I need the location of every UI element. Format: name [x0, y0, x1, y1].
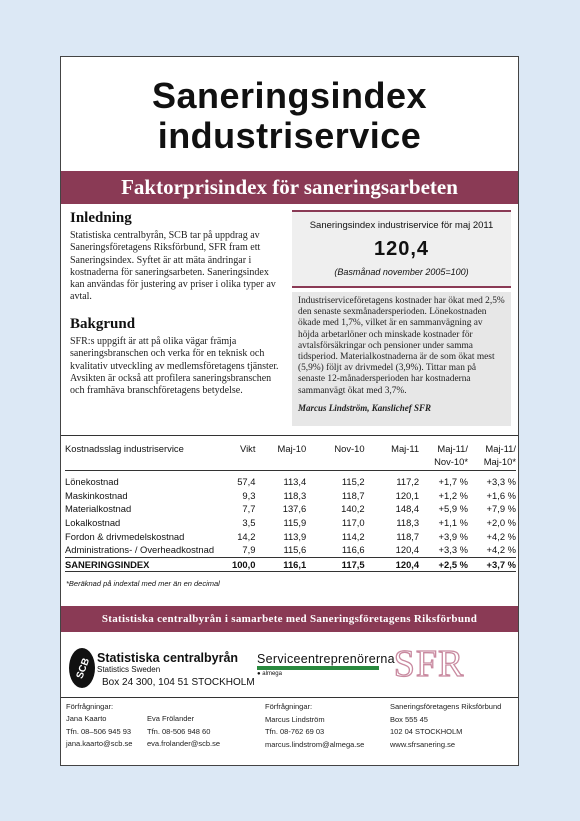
table-cell: Maskinkostnad: [65, 489, 128, 501]
table-cell: +2,0 %: [486, 517, 516, 529]
table-cell: 100,0: [231, 558, 256, 570]
table-cell: 57,4: [237, 476, 256, 488]
contact-label: Förfrågningar:: [265, 702, 313, 711]
table-cell: 140,2: [341, 503, 365, 515]
table-header: Maj-11: [365, 442, 420, 471]
table-cell: 137,6: [282, 503, 307, 515]
background-heading: Bakgrund: [70, 316, 136, 332]
table-cell: +3,9 %: [438, 530, 468, 542]
contact-box: Box 555 45: [390, 714, 428, 724]
scb-contact-1: [66, 713, 132, 751]
table-cell: 9,3: [242, 489, 256, 501]
scb-logo: [68, 647, 96, 689]
table-header: Maj-11/ Nov-10*: [419, 442, 468, 471]
table-cell: 3,5: [242, 517, 256, 529]
table-cell: +4,2 %: [486, 544, 516, 556]
table-header-row: [65, 442, 516, 471]
contact-phone: Tfn. 08-762 69 03: [265, 727, 325, 736]
footer-rule: [61, 697, 518, 698]
table-cell: Materialkostnad: [65, 503, 132, 515]
table-cell: 120,1: [395, 489, 420, 501]
table-cell: 7,7: [242, 503, 256, 515]
table-cell: +7,9 %: [486, 503, 516, 515]
background-text: SFR:s uppgift är att på olika vägar främja saneringsbranschen och verka för en teknisk och kvalitativ utveckling av medlemsföretagens tjänster. Avsikten är också att profilera saneringsbranschen och framhäva branschföretagens betydelse.: [70, 336, 279, 397]
cost-table: [65, 442, 516, 572]
intro-heading: Inledning: [70, 210, 132, 226]
table-cell: +3,3 %: [438, 544, 468, 556]
page-title-line1: Saneringsindex: [151, 75, 428, 116]
table-cell: 113,4: [283, 476, 307, 488]
almega-contact: [265, 701, 364, 751]
table-cell: Fordon & drivmedelskostnad: [65, 530, 185, 542]
contact-name: Eva Frölander: [147, 714, 195, 723]
cooperation-banner: Statistiska centralbyrån i samarbete med Saneringsföretagens Riksförbund: [61, 606, 518, 632]
table-cell: +1,6 %: [486, 489, 516, 501]
comment-signature: Marcus Lindström, Kanslichef SFR: [298, 402, 432, 413]
table-footnote: *Beräknad på indextal med mer än en decimal: [66, 579, 220, 588]
table-cell: 118,3: [283, 489, 307, 501]
contact-name: Marcus Lindström: [265, 714, 325, 724]
table-cell: 117,0: [341, 517, 365, 529]
table-cell: Administrations- / Overheadkostnad: [65, 544, 215, 556]
table-cell: 115,2: [341, 476, 365, 488]
table-cell: +1,1 %: [438, 517, 468, 529]
index-caption: Saneringsindex industriservice för maj 2011: [309, 220, 494, 231]
almega-label: ● almega: [257, 671, 282, 677]
table-header: Vikt: [232, 442, 255, 471]
table-row: [65, 489, 516, 503]
scb-contact-2: [147, 713, 220, 751]
table-cell: 116,1: [255, 557, 306, 572]
table-row: [65, 471, 516, 489]
table-row: [65, 502, 516, 516]
contact-org: Saneringsföretagens Riksförbund: [390, 702, 502, 711]
comment-box: [292, 292, 511, 426]
page-title-line2: industriservice: [157, 115, 422, 156]
table-header: Maj-10: [255, 442, 306, 471]
banner: Faktorprisindex för saneringsarbeten: [61, 171, 518, 204]
contact-email[interactable]: eva.frolander@scb.se: [147, 739, 221, 748]
table-cell: Lönekostnad: [65, 476, 119, 488]
table-header: Kostnadsslag industriservice: [65, 442, 232, 471]
table-cell: 113,9: [283, 530, 307, 542]
table-cell: 118,7: [341, 489, 365, 501]
table-total-row: [65, 557, 516, 572]
scb-name: Statistiska centralbyrån: [97, 651, 239, 665]
table-cell: 148,4: [395, 503, 420, 515]
contact-phone: Tfn. 08–506 945 93: [66, 726, 132, 736]
table-row: [65, 543, 516, 557]
table-top-rule: [61, 435, 518, 436]
contact-name: Jana Kaarto: [66, 714, 107, 723]
index-value: 120,4: [373, 238, 430, 260]
scb-address: Box 24 300, 104 51 STOCKHOLM: [102, 677, 255, 688]
sfr-logo-mark: SFR: [393, 643, 465, 683]
table-cell: 117,5: [306, 557, 364, 572]
table-cell: +5,9 %: [438, 503, 468, 515]
intro-text: Statistiska centralbyrån, SCB tar på uppdrag av Saneringsföretagens Riksförbund, SFR fram ett Saneringsindex. Syftet är att mäta ändringar i kostnaderna för saneringsarbeten. Saneringsindex kan användas för justering av priser i olika typer av avtal.: [70, 230, 276, 303]
comment-text: Industriserviceföretagens kostnader har ökat med 2,5% den senaste sexmånadersperioden. Lönekostnaden ökade med 1,7%, vilket är en sammanvägning av höjda arbetarlöner och minskade kostnader för avtalsförsäkringar och pensioner under samma tidsperiod. Materialkostnaderna är de som ökat mest (5,9%) följt av drivmedel (3,9%). Tittar man på senaste 12-månadersperioden har kostnaderna sammanvägt ökat med 3,7%.: [298, 296, 505, 396]
table-cell: +1,2 %: [438, 489, 468, 501]
table-cell: +3,3 %: [486, 476, 516, 488]
table-cell: +1,7 %: [438, 476, 468, 488]
sfr-logo: [387, 643, 471, 683]
almega-green-bar: [257, 666, 379, 670]
index-box: [292, 210, 511, 288]
serviceentreprenorerna-logo: Serviceentreprenörerna: [257, 652, 395, 666]
table-cell: 115,9: [283, 517, 307, 529]
scb-subtitle: Statistics Sweden: [97, 665, 161, 674]
scb-logo-mark: SCB: [74, 656, 93, 681]
table-header: Maj-11/ Maj-10*: [468, 442, 516, 471]
contact-website[interactable]: www.sfrsanering.se: [390, 739, 456, 749]
sfr-contact: [390, 701, 501, 751]
table-cell: 116,6: [341, 544, 365, 556]
table-cell: Lokalkostnad: [65, 517, 121, 529]
table-cell: SANERINGSINDEX: [65, 557, 232, 572]
table-row: [65, 516, 516, 530]
table-cell: 120,4: [395, 544, 420, 556]
table-cell: +4,2 %: [486, 530, 516, 542]
table-cell: 118,7: [396, 530, 420, 542]
table-cell: 118,3: [396, 517, 420, 529]
table-cell: +3,7 %: [468, 557, 516, 572]
contact-email[interactable]: marcus.lindstrom@almega.se: [265, 739, 365, 749]
table-cell: +2,5 %: [419, 557, 468, 572]
table-cell: 14,2: [237, 530, 256, 542]
table-cell: 120,4: [365, 557, 420, 572]
index-base: (Basmånad november 2005=100): [334, 267, 469, 277]
table-row: [65, 529, 516, 543]
table-cell: 115,6: [283, 544, 307, 556]
table-cell: 7,9: [242, 544, 256, 556]
table-cell: 114,2: [341, 530, 365, 542]
scb-contact-label: Förfrågningar:: [66, 702, 114, 711]
table-cell: 117,2: [396, 476, 420, 488]
contact-city: 102 04 STOCKHOLM: [390, 727, 463, 736]
table-header: Nov-10: [306, 442, 364, 471]
document-page: [60, 56, 519, 766]
contact-phone: Tfn. 08-506 948 60: [147, 726, 211, 736]
contact-email[interactable]: jana.kaarto@scb.se: [66, 739, 133, 748]
